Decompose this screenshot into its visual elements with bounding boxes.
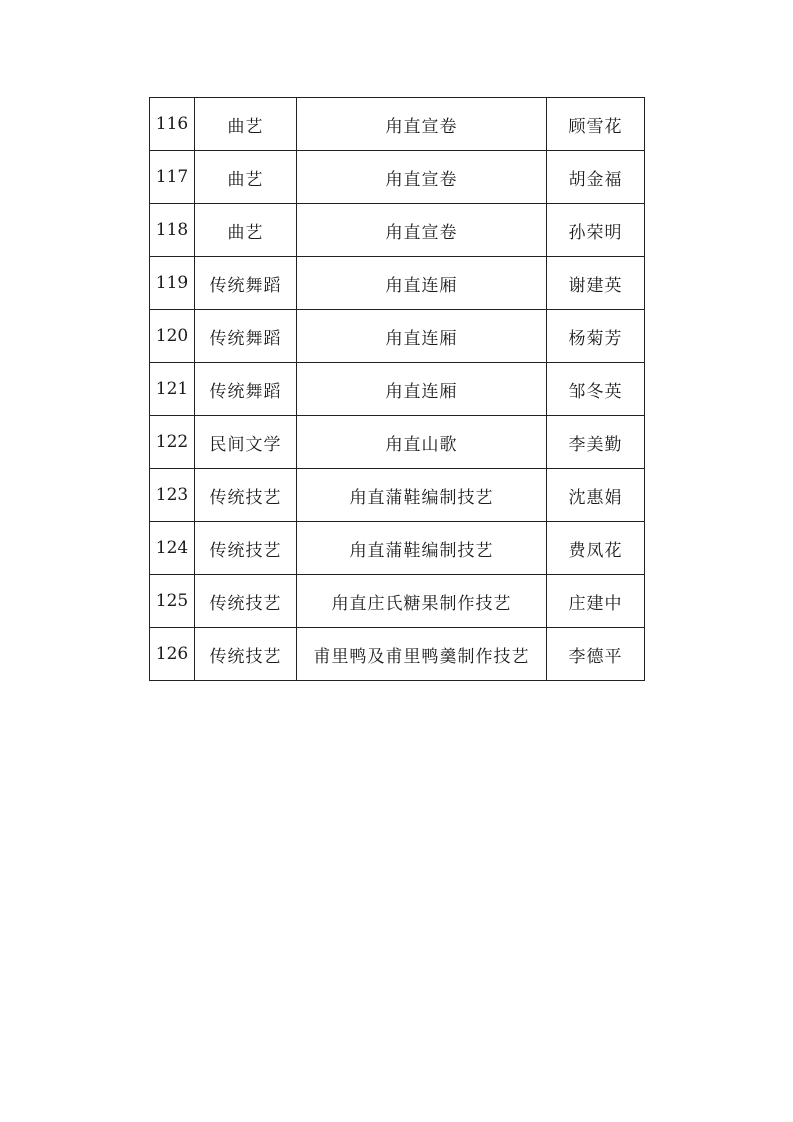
inheritor-name-cell: 费凤花 <box>547 522 645 575</box>
inheritor-name-cell: 李德平 <box>547 628 645 681</box>
project-name-cell: 甪直连厢 <box>297 257 547 310</box>
row-number-cell: 122 <box>150 416 195 469</box>
inheritor-name-cell: 孙荣明 <box>547 204 645 257</box>
category-cell: 传统技艺 <box>195 469 297 522</box>
row-number-cell: 119 <box>150 257 195 310</box>
row-number-cell: 125 <box>150 575 195 628</box>
category-cell: 曲艺 <box>195 151 297 204</box>
table-row <box>150 257 645 310</box>
row-number-cell: 126 <box>150 628 195 681</box>
inheritor-name-cell: 李美勤 <box>547 416 645 469</box>
table-row <box>150 151 645 204</box>
category-cell: 民间文学 <box>195 416 297 469</box>
project-name-cell: 甪直山歌 <box>297 416 547 469</box>
table-row <box>150 628 645 681</box>
row-number-cell: 117 <box>150 151 195 204</box>
project-name-cell: 甪直庄氏糖果制作技艺 <box>297 575 547 628</box>
inheritor-name-cell: 杨菊芳 <box>547 310 645 363</box>
table-row <box>150 522 645 575</box>
table-row <box>150 575 645 628</box>
project-name-cell: 甪直蒲鞋编制技艺 <box>297 522 547 575</box>
category-cell: 传统舞蹈 <box>195 310 297 363</box>
inheritor-table <box>149 97 645 681</box>
inheritor-name-cell: 谢建英 <box>547 257 645 310</box>
table-row <box>150 310 645 363</box>
table-row <box>150 204 645 257</box>
row-number-cell: 118 <box>150 204 195 257</box>
inheritor-name-cell: 庄建中 <box>547 575 645 628</box>
row-number-cell: 124 <box>150 522 195 575</box>
category-cell: 传统技艺 <box>195 522 297 575</box>
inheritor-name-cell: 顾雪花 <box>547 98 645 151</box>
inheritor-name-cell: 邹冬英 <box>547 363 645 416</box>
table-row <box>150 98 645 151</box>
category-cell: 传统舞蹈 <box>195 257 297 310</box>
project-name-cell: 甪直蒲鞋编制技艺 <box>297 469 547 522</box>
project-name-cell: 甪直连厢 <box>297 363 547 416</box>
row-number-cell: 116 <box>150 98 195 151</box>
inheritor-name-cell: 胡金福 <box>547 151 645 204</box>
category-cell: 传统舞蹈 <box>195 363 297 416</box>
category-cell: 曲艺 <box>195 204 297 257</box>
table-row <box>150 416 645 469</box>
project-name-cell: 甪直宣卷 <box>297 98 547 151</box>
row-number-cell: 120 <box>150 310 195 363</box>
project-name-cell: 甪直连厢 <box>297 310 547 363</box>
row-number-cell: 121 <box>150 363 195 416</box>
project-name-cell: 甪直宣卷 <box>297 151 547 204</box>
row-number-cell: 123 <box>150 469 195 522</box>
category-cell: 曲艺 <box>195 98 297 151</box>
category-cell: 传统技艺 <box>195 628 297 681</box>
table-row <box>150 469 645 522</box>
project-name-cell: 甪直宣卷 <box>297 204 547 257</box>
category-cell: 传统技艺 <box>195 575 297 628</box>
inheritor-name-cell: 沈惠娟 <box>547 469 645 522</box>
project-name-cell: 甫里鸭及甫里鸭羹制作技艺 <box>297 628 547 681</box>
table-row <box>150 363 645 416</box>
